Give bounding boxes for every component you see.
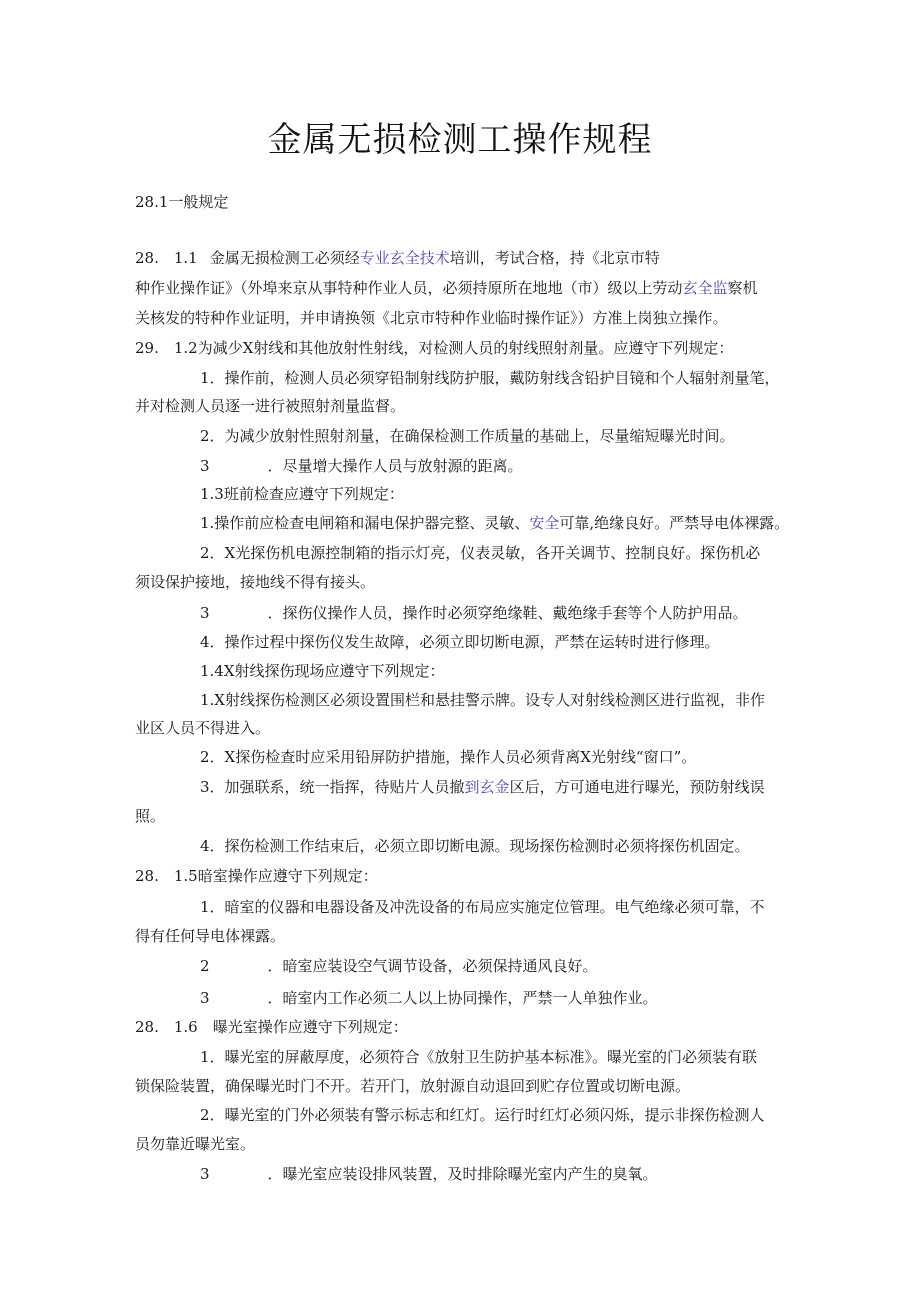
clause-1-2-item-1: 1．操作前，检测人员必须穿铅制射线防护服，戴防射线含铅护目镜和个人辐射剂量笔，: [200, 369, 780, 387]
clause-1-1-line-3: 关核发的特种作业证明，并申请换领《北京市特种作业临时操作证》）方准上岗独立操作。: [135, 309, 728, 327]
clause-1-4-item-2: 2．X探伤检查时应采用铅屏防护措施，操作人员必须背离X光射线“窗口”。: [200, 748, 697, 766]
clause-1-6-item-2-cont: 员勿靠近曝光室。: [135, 1135, 256, 1153]
clause-1-2-item-1-cont: 并对检测人员逐一进行被照射剂量监督。: [135, 397, 406, 415]
item-text: ．暗室内工作必须二人以上协同操作，严禁一人单独作业。: [267, 989, 658, 1007]
clause-1-6-item-1-cont: 锁保险装置，确保曝光时门不开。若开门，放射源自动退回到贮存位置或切断电源。: [135, 1077, 691, 1095]
clause-1-1-line-1: [135, 248, 660, 268]
clause-text: 培训，考试合格，持《北京市特: [449, 249, 660, 267]
clause-text: 察机: [727, 279, 758, 297]
section-heading: 28.1一般规定: [135, 193, 229, 211]
item-text: ．尽量增大操作人员与放射源的距离。: [267, 457, 523, 475]
hyperlink-text[interactable]: 专业玄全技术: [359, 249, 450, 267]
clause-1-3-item-1: [200, 513, 789, 533]
clause-1-4-item-4: 4．探伤检测工作结束后，必须立即切断电源。现场探伤检测时必须将探伤机固定。: [200, 837, 750, 855]
item-text: 区后，方可通电进行曝光，预防射线误: [509, 778, 765, 796]
clause-1-6-item-2: 2．曝光室的门外必须装有警示标志和红灯。运行时红灯必须闪烁，提示非探伤检测人: [200, 1106, 765, 1124]
clause-1-4-item-1: 1.X射线探伤检测区必须设置围栏和悬挂警示牌。设专人对射线检测区进行监视，非作: [200, 691, 765, 709]
clause-1-3-item-2: 2．X光探伤机电源控制箱的指示灯亮，仪表灵敏，各开关调节、控制良好。探伤机必: [200, 544, 761, 562]
item-number: 2: [200, 957, 210, 975]
clause-1-6-item-3: [200, 1164, 658, 1184]
clause-1-5-item-2: [200, 956, 598, 976]
clause-1-4-item-3: [200, 777, 765, 797]
clause-number: 28. 1.1: [135, 249, 198, 267]
clause-1-5-item-1: 1．暗室的仪器和电器设备及冲洗设备的布局应实施定位管理。电气绝缘必须可靠，不: [200, 898, 765, 916]
clause-1-4-item-3-cont: 照。: [135, 807, 166, 825]
clause-text: 金属无损检测工必须经: [209, 249, 360, 267]
clause-1-2-heading: 29. 1.2为减少X射线和其他放射性射线，对检测人员的射线照射剂量。应遵守下列规定：: [135, 339, 734, 357]
clause-1-5-heading: 28. 1.5暗室操作应遵守下列规定：: [135, 867, 378, 885]
document-title: 金属无损检测工操作规程: [267, 120, 653, 160]
clause-1-6-heading: 28. 1.6 曝光室操作应遵守下列规定：: [135, 1018, 408, 1036]
item-text: 1.操作前应检查电闸箱和漏电保护器完整、灵敏、: [200, 514, 530, 532]
clause-1-4-item-1-cont: 业区人员不得进入。: [135, 719, 271, 737]
clause-1-3-item-3: [200, 603, 748, 623]
hyperlink-text[interactable]: 安全: [529, 514, 560, 532]
clause-1-4-heading: 1.4X射线探伤现场应遵守下列规定：: [200, 662, 445, 680]
item-number: 3: [200, 604, 210, 622]
item-text: ．暗室应装设空气调节设备，必须保持通风良好。: [267, 957, 598, 975]
clause-1-2-item-3: [200, 456, 523, 476]
item-text: ．探伤仪操作人员，操作时必须穿绝缘鞋、戴绝缘手套等个人防护用品。: [267, 604, 748, 622]
hyperlink-text[interactable]: 玄全监: [682, 279, 728, 297]
clause-1-3-item-4: 4．操作过程中探伤仪发生故障，必须立即切断电源，严禁在运转时进行修理。: [200, 633, 720, 651]
hyperlink-text[interactable]: 到玄金: [464, 778, 510, 796]
item-text: 3．加强联系，统一指挥，待贴片人员撤: [200, 778, 465, 796]
clause-1-5-item-1-cont: 得有任何导电体裸露。: [135, 927, 286, 945]
clause-1-3-item-2-cont: 须设保护接地，接地线不得有接头。: [135, 573, 376, 591]
clause-1-1-line-2: [135, 278, 758, 298]
clause-1-3-heading: 1.3班前检查应遵守下列规定：: [200, 485, 404, 503]
clause-1-6-item-1: 1．曝光室的屏蔽厚度，必须符合《放射卫生防护基本标准》。曝光室的门必须装有联: [200, 1048, 758, 1066]
clause-1-5-item-3: [200, 988, 658, 1008]
clause-text: 种作业操作证》（外埠来京从事特种作业人员，必须持原所在地地（市）级以上劳动: [135, 279, 683, 297]
item-number: 3: [200, 1165, 210, 1183]
item-text: ．曝光室应装设排风装置，及时排除曝光室内产生的臭氧。: [267, 1165, 658, 1183]
item-text: 可靠,绝缘良好。严禁导电体裸露。: [559, 514, 790, 532]
item-number: 3: [200, 989, 210, 1007]
item-number: 3: [200, 457, 210, 475]
clause-1-2-item-2: 2．为减少放射性照射剂量，在确保检测工作质量的基础上，尽量缩短曝光时间。: [200, 427, 735, 445]
